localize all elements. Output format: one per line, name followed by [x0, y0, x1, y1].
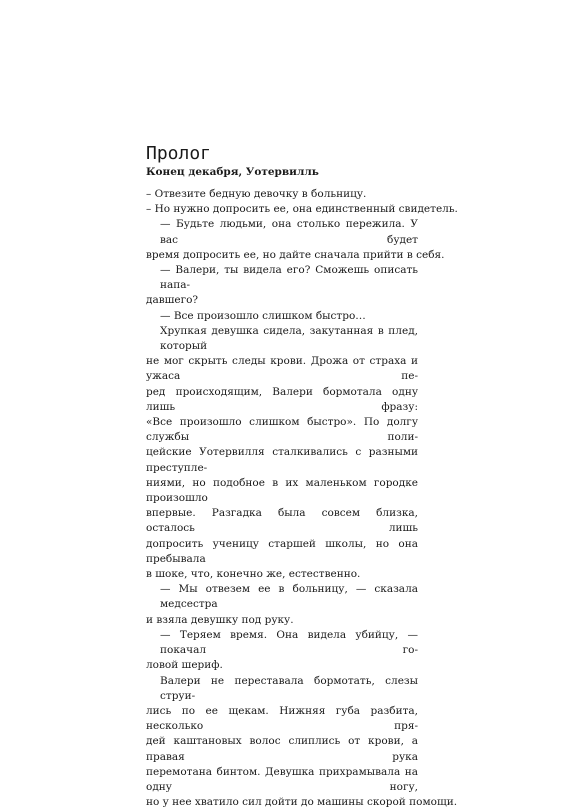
text-line: — Валери, ты видела его? Сможешь описать напа- — [160, 264, 418, 292]
text-line: лись по ее щекам. Нижняя губа разбита, несколько пря- — [146, 704, 418, 733]
text-line: Валери не переставала бормотать, слезы струи- — [160, 674, 418, 702]
text-line: ниями, но подобное в их маленьком городке произошло — [146, 476, 418, 505]
text-line: в шоке, что, конечно же, естественно. — [146, 568, 361, 581]
text-line: дей каштановых волос слиплись от крови, а правая рука — [146, 735, 418, 763]
text-line: – Но нужно допросить ее, она единственный свидетель. — [146, 203, 458, 216]
text-line: впервые. Разгадка была совсем близка, осталось лишь — [146, 507, 418, 535]
chapter-title: Пролог — [146, 143, 212, 164]
text-line: допросить ученицу старшей школы, но она пребывала — [146, 537, 418, 565]
text-line: Хрупкая девушка сидела, закутанная в плед, который — [160, 324, 418, 353]
text-line: перемотана бинтом. Девушка прихрамывала на одну ногу, — [146, 765, 418, 793]
text-line: время допросить ее, но дайте сначала прийти в себя. — [146, 248, 445, 261]
text-line: цейские Уотервилля сталкивались с разными преступле- — [146, 446, 418, 474]
text-line: — Все произошло слишком быстро… — [160, 309, 366, 322]
text-line: ловой шериф. — [146, 659, 223, 672]
text-line: давшего? — [146, 294, 199, 307]
text-line: — Будьте людьми, она столько пережила. У вас будет — [160, 218, 418, 246]
text-line: — Мы отвезем ее в больницу, — сказала медсестра — [160, 583, 418, 611]
text-line: но у нее хватило сил дойти до машины скорой помощи. — [146, 796, 458, 809]
text-line: «Все произошло слишком быстро». По долгу службы поли- — [146, 416, 418, 444]
text-line: и взяла девушку под руку. — [146, 613, 294, 626]
text-block — [146, 143, 458, 810]
text-line: ред происходящим, Валери бормотала одну лишь фразу: — [146, 385, 418, 413]
body-text — [146, 187, 458, 810]
text-line: — Теряем время. Она видела убийцу, — покачал го- — [160, 628, 418, 657]
text-line: не мог скрыть следы крови. Дрожа от страха и ужаса пе- — [146, 355, 418, 383]
text-line: – Отвезите бедную девочку в больницу. — [146, 188, 367, 200]
chapter-subtitle: Конец декабря, Уотервилль — [146, 166, 319, 178]
